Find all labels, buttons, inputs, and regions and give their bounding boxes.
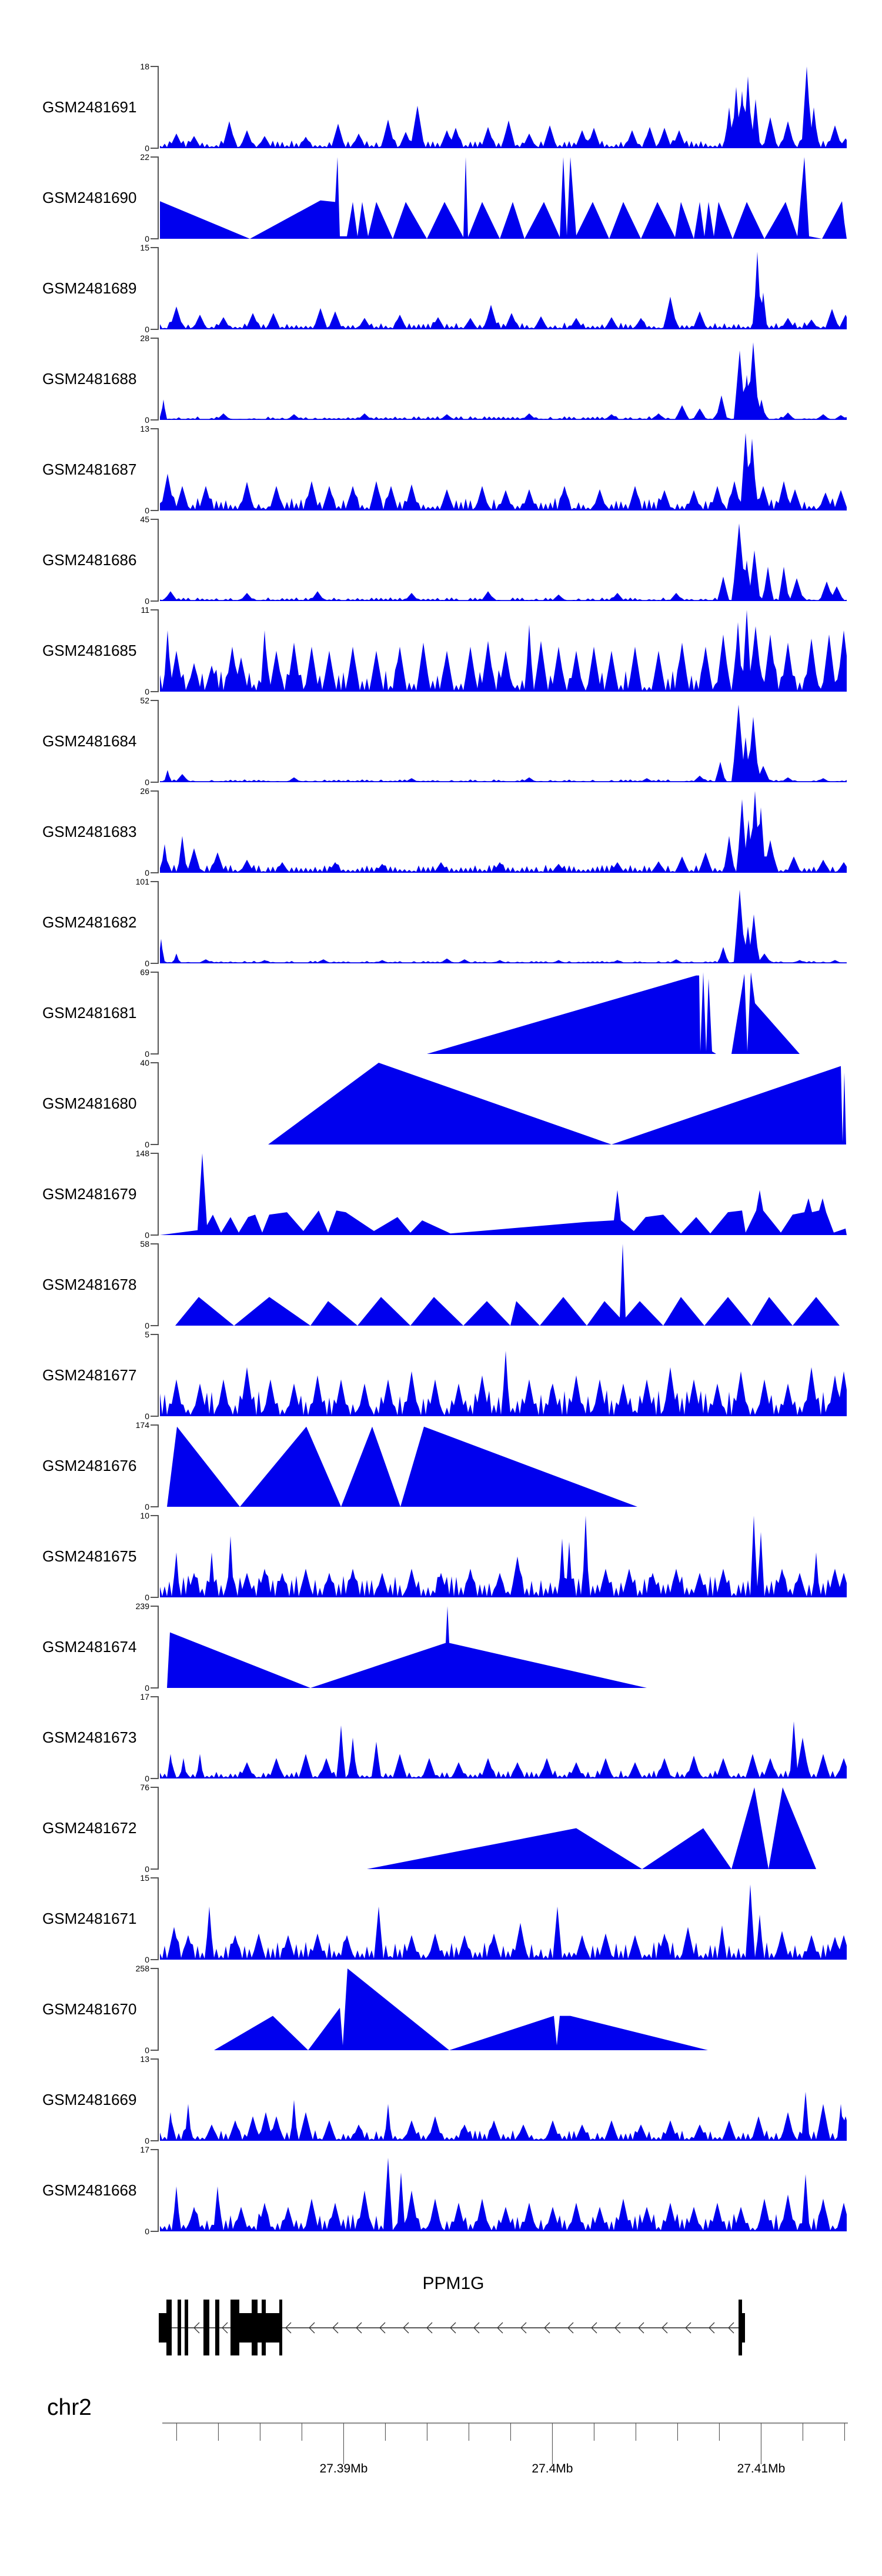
y-axis-top-tick bbox=[151, 1968, 159, 1969]
signal-area-plot bbox=[160, 972, 847, 1054]
track-sample-label: GSM2481672 bbox=[42, 1819, 137, 1837]
signal-track-GSM2481675 bbox=[0, 1511, 882, 1602]
signal-track-GSM2481687 bbox=[0, 424, 882, 515]
signal-area-plot bbox=[160, 791, 847, 873]
y-axis-top-tick bbox=[151, 1606, 159, 1607]
signal-area-plot bbox=[160, 1968, 847, 2050]
y-axis-bottom-tick bbox=[151, 1959, 159, 1960]
y-axis-line bbox=[158, 1787, 159, 1869]
y-axis-top-tick bbox=[151, 1787, 159, 1788]
y-axis-bottom-tick bbox=[151, 1506, 159, 1507]
signal-track-GSM2481689 bbox=[0, 243, 882, 334]
track-sample-label: GSM2481687 bbox=[42, 461, 137, 478]
y-axis-line bbox=[158, 248, 159, 329]
track-sample-label: GSM2481682 bbox=[42, 913, 137, 931]
y-axis-bottom-tick bbox=[151, 963, 159, 964]
signal-track-GSM2481685 bbox=[0, 605, 882, 696]
y-axis-zero-label: 0 bbox=[145, 1140, 149, 1149]
y-axis-zero-label: 0 bbox=[145, 2227, 149, 2236]
signal-area-plot bbox=[160, 1063, 847, 1144]
y-axis-line bbox=[158, 157, 159, 239]
gene-name-label: PPM1G bbox=[422, 2274, 485, 2293]
y-axis-max-label: 174 bbox=[135, 1420, 149, 1430]
signal-track-GSM2481672 bbox=[0, 1783, 882, 1874]
y-axis-bottom-tick bbox=[151, 600, 159, 602]
signal-area bbox=[160, 1351, 847, 1416]
y-axis-bottom-tick bbox=[151, 329, 159, 330]
y-axis-top-tick bbox=[151, 1877, 159, 1878]
y-axis-zero-label: 0 bbox=[145, 1593, 149, 1602]
signal-track-GSM2481679 bbox=[0, 1149, 882, 1240]
y-axis-bottom-tick bbox=[151, 872, 159, 873]
track-sample-label: GSM2481678 bbox=[42, 1276, 137, 1293]
y-axis-line bbox=[158, 1697, 159, 1778]
y-axis-bottom-tick bbox=[151, 2231, 159, 2232]
y-axis-top-tick bbox=[151, 428, 159, 429]
y-axis-zero-label: 0 bbox=[145, 1864, 149, 1874]
y-axis-zero-label: 0 bbox=[145, 1955, 149, 1964]
signal-area-plot bbox=[160, 1334, 847, 1416]
signal-area-plot bbox=[160, 1878, 847, 1960]
signal-area-plot bbox=[160, 2059, 847, 2141]
signal-track-GSM2481671 bbox=[0, 1873, 882, 1964]
y-axis-line bbox=[158, 610, 159, 692]
y-axis-max-label: 11 bbox=[141, 605, 149, 615]
y-axis-top-tick bbox=[151, 66, 159, 67]
signal-track-GSM2481683 bbox=[0, 786, 882, 877]
y-axis-top-tick bbox=[151, 790, 159, 792]
signal-area-plot bbox=[160, 1606, 847, 1688]
y-axis-top-tick bbox=[151, 1424, 159, 1426]
y-axis-bottom-tick bbox=[151, 1687, 159, 1689]
track-sample-label: GSM2481669 bbox=[42, 2091, 137, 2108]
signal-track-GSM2481668 bbox=[0, 2145, 882, 2236]
y-axis-zero-label: 0 bbox=[145, 778, 149, 787]
y-axis-top-tick bbox=[151, 881, 159, 882]
y-axis-line bbox=[158, 1516, 159, 1597]
y-axis-bottom-tick bbox=[151, 1597, 159, 1598]
y-axis-zero-label: 0 bbox=[145, 325, 149, 334]
signal-track-GSM2481673 bbox=[0, 1692, 882, 1783]
y-axis-bottom-tick bbox=[151, 148, 159, 149]
y-axis-line bbox=[158, 1968, 159, 2050]
y-axis-top-tick bbox=[151, 247, 159, 248]
signal-area bbox=[160, 433, 847, 510]
y-axis-zero-label: 0 bbox=[145, 144, 149, 153]
track-sample-label: GSM2481688 bbox=[42, 370, 137, 388]
y-axis-line bbox=[158, 2059, 159, 2141]
y-axis-line bbox=[158, 429, 159, 510]
signal-area bbox=[160, 66, 847, 148]
y-axis-bottom-tick bbox=[151, 1778, 159, 1779]
y-axis-top-tick bbox=[151, 1334, 159, 1335]
track-sample-label: GSM2481690 bbox=[42, 189, 137, 206]
gene-exon bbox=[739, 2313, 745, 2343]
y-axis-top-tick bbox=[151, 1515, 159, 1516]
y-axis-max-label: 15 bbox=[140, 243, 149, 252]
gene-exon bbox=[258, 2313, 262, 2343]
signal-track-GSM2481684 bbox=[0, 696, 882, 787]
signal-area bbox=[160, 342, 847, 420]
y-axis-max-label: 18 bbox=[140, 62, 149, 71]
y-axis-bottom-tick bbox=[151, 691, 159, 692]
track-sample-label: GSM2481674 bbox=[42, 1638, 137, 1656]
y-axis-line bbox=[158, 1153, 159, 1235]
signal-track-GSM2481681 bbox=[0, 967, 882, 1059]
gene-exon bbox=[239, 2313, 252, 2343]
y-axis-bottom-tick bbox=[151, 1144, 159, 1145]
signal-area bbox=[160, 890, 847, 963]
y-axis-bottom-tick bbox=[151, 1234, 159, 1236]
y-axis-line bbox=[158, 1878, 159, 1960]
signal-area bbox=[160, 1606, 847, 1688]
y-axis-max-label: 17 bbox=[140, 1692, 149, 1701]
y-axis-line bbox=[158, 1244, 159, 1326]
y-axis-top-tick bbox=[151, 1696, 159, 1697]
y-axis-max-label: 22 bbox=[140, 152, 149, 162]
y-axis-zero-label: 0 bbox=[145, 1321, 149, 1330]
gene-exon bbox=[215, 2300, 219, 2355]
signal-track-GSM2481686 bbox=[0, 515, 882, 606]
y-axis-top-tick bbox=[151, 156, 159, 158]
y-axis-zero-label: 0 bbox=[145, 1502, 149, 1511]
y-axis-max-label: 258 bbox=[135, 1964, 149, 1973]
signal-area bbox=[160, 791, 847, 873]
y-axis-top-tick bbox=[151, 609, 159, 610]
signal-track-GSM2481670 bbox=[0, 1964, 882, 2055]
signal-area-plot bbox=[160, 519, 847, 601]
signal-area bbox=[160, 1063, 847, 1144]
y-axis-top-tick bbox=[151, 2149, 159, 2150]
y-axis-zero-label: 0 bbox=[145, 506, 149, 515]
signal-area-plot bbox=[160, 1425, 847, 1507]
track-sample-label: GSM2481684 bbox=[42, 732, 137, 750]
gene-model bbox=[0, 2264, 882, 2423]
gene-exon bbox=[262, 2300, 266, 2355]
y-axis-line bbox=[158, 972, 159, 1054]
y-axis-line bbox=[158, 1425, 159, 1507]
y-axis-max-label: 69 bbox=[140, 967, 149, 977]
signal-area bbox=[160, 1884, 847, 1960]
y-axis-zero-label: 0 bbox=[145, 1412, 149, 1421]
y-axis-bottom-tick bbox=[151, 1325, 159, 1326]
y-axis-max-label: 239 bbox=[135, 1601, 149, 1611]
track-sample-label: GSM2481675 bbox=[42, 1547, 137, 1565]
y-axis-line bbox=[158, 66, 159, 148]
signal-area-plot bbox=[160, 66, 847, 148]
y-axis-line bbox=[158, 791, 159, 873]
signal-track-GSM2481676 bbox=[0, 1420, 882, 1511]
signal-area-plot bbox=[160, 700, 847, 782]
y-axis-max-label: 52 bbox=[140, 696, 149, 705]
y-axis-top-tick bbox=[151, 1062, 159, 1063]
signal-area-plot bbox=[160, 610, 847, 692]
signal-area bbox=[160, 1787, 847, 1869]
y-axis-zero-label: 0 bbox=[145, 2136, 149, 2145]
signal-track-GSM2481678 bbox=[0, 1239, 882, 1330]
track-sample-label: GSM2481689 bbox=[42, 279, 137, 297]
track-sample-label: GSM2481679 bbox=[42, 1185, 137, 1203]
signal-area bbox=[160, 610, 847, 692]
y-axis-bottom-tick bbox=[151, 1053, 159, 1055]
gene-exon bbox=[185, 2300, 188, 2355]
signal-area bbox=[160, 705, 847, 782]
y-axis-top-tick bbox=[151, 700, 159, 701]
y-axis-zero-label: 0 bbox=[145, 234, 149, 243]
y-axis-max-label: 17 bbox=[140, 2145, 149, 2154]
y-axis-max-label: 13 bbox=[140, 2054, 149, 2064]
y-axis-max-label: 5 bbox=[145, 1330, 149, 1339]
gene-exon bbox=[266, 2313, 279, 2343]
y-axis-max-label: 76 bbox=[140, 1783, 149, 1792]
signal-area-plot bbox=[160, 1516, 847, 1597]
y-axis-max-label: 15 bbox=[140, 1873, 149, 1883]
y-axis-top-tick bbox=[151, 1243, 159, 1244]
y-axis-zero-label: 0 bbox=[145, 596, 149, 606]
y-axis-max-label: 45 bbox=[140, 515, 149, 524]
track-sample-label: GSM2481691 bbox=[42, 98, 137, 116]
signal-track-GSM2481677 bbox=[0, 1330, 882, 1421]
y-axis-top-tick bbox=[151, 1153, 159, 1154]
y-axis-top-tick bbox=[151, 972, 159, 973]
signal-track-GSM2481674 bbox=[0, 1601, 882, 1693]
signal-track-GSM2481688 bbox=[0, 333, 882, 425]
track-sample-label: GSM2481686 bbox=[42, 551, 137, 569]
track-sample-label: GSM2481677 bbox=[42, 1366, 137, 1384]
y-axis-zero-label: 0 bbox=[145, 1774, 149, 1783]
y-axis-bottom-tick bbox=[151, 1416, 159, 1417]
gene-exon bbox=[178, 2300, 181, 2355]
track-sample-label: GSM2481676 bbox=[42, 1457, 137, 1474]
signal-area bbox=[160, 2158, 847, 2231]
signal-track-GSM2481691 bbox=[0, 62, 882, 153]
gene-exon bbox=[159, 2313, 166, 2343]
y-axis-max-label: 58 bbox=[140, 1239, 149, 1249]
track-sample-label: GSM2481670 bbox=[42, 2000, 137, 2018]
y-axis-max-label: 40 bbox=[140, 1058, 149, 1067]
signal-area bbox=[160, 972, 847, 1054]
signal-area bbox=[160, 252, 847, 329]
y-axis-line bbox=[158, 700, 159, 782]
y-axis-top-tick bbox=[151, 519, 159, 520]
signal-track-GSM2481682 bbox=[0, 877, 882, 968]
signal-area bbox=[160, 1153, 847, 1235]
y-axis-bottom-tick bbox=[151, 510, 159, 511]
track-sample-label: GSM2481685 bbox=[42, 642, 137, 659]
track-sample-label: GSM2481680 bbox=[42, 1095, 137, 1112]
signal-area bbox=[160, 1968, 847, 2050]
y-axis-zero-label: 0 bbox=[145, 868, 149, 877]
y-axis-line bbox=[158, 2150, 159, 2231]
gene-exon bbox=[279, 2300, 282, 2355]
y-axis-line bbox=[158, 1606, 159, 1688]
signal-area bbox=[160, 1721, 847, 1778]
y-axis-top-tick bbox=[151, 338, 159, 339]
signal-area-plot bbox=[160, 157, 847, 239]
y-axis-max-label: 28 bbox=[140, 333, 149, 343]
y-axis-bottom-tick bbox=[151, 238, 159, 239]
signal-area bbox=[160, 1244, 847, 1326]
y-axis-bottom-tick bbox=[151, 782, 159, 783]
y-axis-bottom-tick bbox=[151, 2140, 159, 2141]
y-axis-bottom-tick bbox=[151, 419, 159, 421]
signal-area bbox=[160, 1516, 847, 1597]
signal-area bbox=[160, 2092, 847, 2141]
y-axis-max-label: 13 bbox=[140, 424, 149, 433]
y-axis-line bbox=[158, 519, 159, 601]
signal-area-plot bbox=[160, 248, 847, 329]
y-axis-zero-label: 0 bbox=[145, 1230, 149, 1240]
y-axis-line bbox=[158, 882, 159, 963]
chromosome-label: chr2 bbox=[47, 2395, 92, 2420]
y-axis-max-label: 10 bbox=[140, 1511, 149, 1520]
signal-track-GSM2481680 bbox=[0, 1058, 882, 1149]
axis-tick-label: 27.39Mb bbox=[319, 2462, 368, 2475]
signal-area-plot bbox=[160, 1697, 847, 1778]
axis-tick-label: 27.41Mb bbox=[737, 2462, 786, 2475]
signal-area bbox=[160, 1427, 847, 1507]
gene-exon bbox=[166, 2300, 172, 2355]
y-axis-zero-label: 0 bbox=[145, 687, 149, 696]
y-axis-zero-label: 0 bbox=[145, 1683, 149, 1693]
gene-exon bbox=[203, 2300, 209, 2355]
signal-track-GSM2481669 bbox=[0, 2054, 882, 2145]
y-axis-max-label: 148 bbox=[135, 1149, 149, 1158]
signal-area-plot bbox=[160, 1244, 847, 1326]
signal-area-plot bbox=[160, 882, 847, 963]
gene-exon bbox=[230, 2300, 239, 2355]
axis-tick-label: 27.4Mb bbox=[532, 2462, 573, 2475]
signal-area bbox=[160, 523, 847, 601]
signal-area-plot bbox=[160, 1787, 847, 1869]
track-sample-label: GSM2481683 bbox=[42, 823, 137, 840]
y-axis-bottom-tick bbox=[151, 2050, 159, 2051]
y-axis-zero-label: 0 bbox=[145, 1049, 149, 1059]
y-axis-line bbox=[158, 338, 159, 420]
track-sample-label: GSM2481673 bbox=[42, 1729, 137, 1746]
y-axis-line bbox=[158, 1063, 159, 1144]
signal-area bbox=[160, 157, 847, 239]
y-axis-zero-label: 0 bbox=[145, 415, 149, 425]
y-axis-bottom-tick bbox=[151, 1868, 159, 1870]
y-axis-max-label: 26 bbox=[140, 786, 149, 796]
signal-area-plot bbox=[160, 338, 847, 420]
y-axis-top-tick bbox=[151, 2058, 159, 2060]
signal-area-plot bbox=[160, 1153, 847, 1235]
signal-area-plot bbox=[160, 429, 847, 510]
track-sample-label: GSM2481671 bbox=[42, 1910, 137, 1927]
track-sample-label: GSM2481668 bbox=[42, 2181, 137, 2199]
track-sample-label: GSM2481681 bbox=[42, 1004, 137, 1022]
signal-area-plot bbox=[160, 2150, 847, 2231]
signal-track-GSM2481690 bbox=[0, 152, 882, 243]
y-axis-line bbox=[158, 1334, 159, 1416]
y-axis-zero-label: 0 bbox=[145, 2046, 149, 2055]
y-axis-max-label: 101 bbox=[135, 877, 149, 886]
y-axis-zero-label: 0 bbox=[145, 959, 149, 968]
gene-exon bbox=[252, 2300, 258, 2355]
